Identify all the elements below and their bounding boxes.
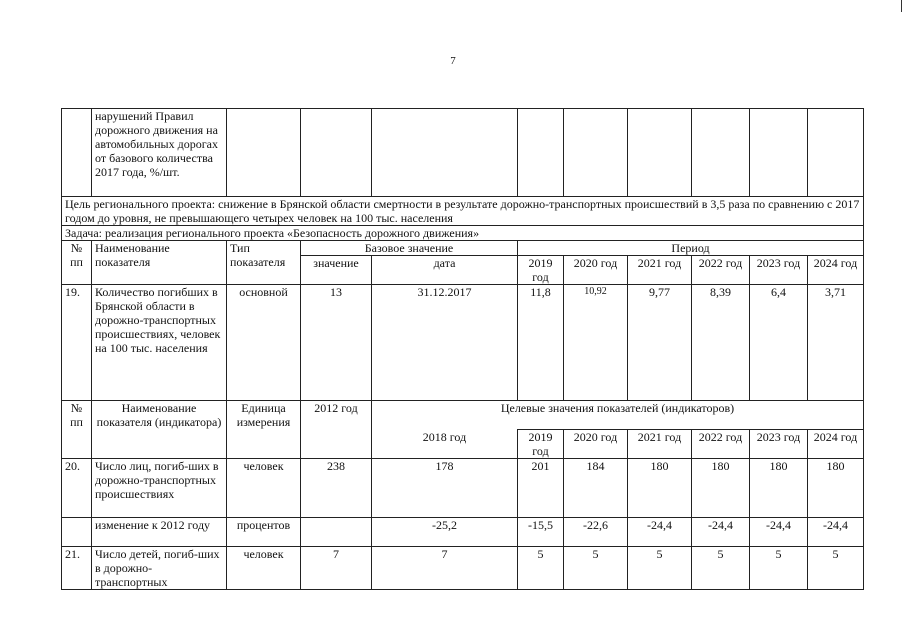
cell-2020: 10,92 [564, 285, 628, 401]
cell-2023: 180 [750, 459, 808, 518]
header-value: значение [301, 256, 372, 285]
table-row-19 [62, 285, 864, 401]
cell-2024: -24,4 [808, 518, 864, 547]
cell-unit: процентов [227, 518, 301, 547]
cell-2021: 9,77 [628, 285, 692, 401]
cell-2022: 5 [692, 547, 750, 590]
cell-2022: 8,39 [692, 285, 750, 401]
table-header-1a [62, 241, 864, 256]
cell-2020: 184 [564, 459, 628, 518]
header-num: № пп [62, 241, 92, 285]
cell-2019: -15,5 [518, 518, 564, 547]
header-year: 2022 год [692, 430, 750, 459]
cell-2019: 5 [518, 547, 564, 590]
cell-2022: 180 [692, 459, 750, 518]
cell-2023: 6,4 [750, 285, 808, 401]
cell-2018: 178 [372, 459, 518, 518]
cell-2024 [808, 109, 864, 197]
cell-type [227, 109, 301, 197]
header-date: дата [372, 256, 518, 285]
cell-2020: 5 [564, 547, 628, 590]
cell-2018: 7 [372, 547, 518, 590]
cell-date [372, 109, 518, 197]
cell-name: Количество погибших в Брянской области в дорожно-транспортных происшествиях, человек на 100 тыс. населения [92, 285, 227, 401]
header-period: Период [518, 241, 864, 256]
header-type: Тип показателя [227, 241, 301, 285]
cell-2022: -24,4 [692, 518, 750, 547]
header-year: 2020 год [564, 430, 628, 459]
cell-2021: -24,4 [628, 518, 692, 547]
cell-2022 [692, 109, 750, 197]
cell-2019 [518, 109, 564, 197]
cell-num: 21. [62, 547, 92, 590]
header-unit: Единица измерения [227, 401, 301, 459]
header-year: 2019 год [518, 256, 564, 285]
header-target: Целевые значения показателей (индикаторов) [372, 401, 864, 430]
page-number: 7 [450, 55, 456, 67]
cell-unit: человек [227, 459, 301, 518]
cell-name: Число детей, погиб-ших в дорожно-транспортных [92, 547, 227, 590]
cell-2024: 3,71 [808, 285, 864, 401]
scan-edge-mark [901, 0, 902, 12]
header-year: 2023 год [750, 430, 808, 459]
header-base: Базовое значение [301, 241, 518, 256]
cell-2020: -22,6 [564, 518, 628, 547]
cell-2018: -25,2 [372, 518, 518, 547]
header-base-year: 2012 год [301, 401, 372, 459]
cell-name: изменение к 2012 году [92, 518, 227, 547]
cell-2021: 5 [628, 547, 692, 590]
header-year: 2023 год [750, 256, 808, 285]
cell-value: 13 [301, 285, 372, 401]
header-name: Наименование показателя [92, 241, 227, 285]
cell-2021 [628, 109, 692, 197]
cell-2019: 11,8 [518, 285, 564, 401]
cell-2023: -24,4 [750, 518, 808, 547]
cell-name: Число лиц, погиб-ших в дорожно-транспортных происшествиях [92, 459, 227, 518]
header-num: № пп [62, 401, 92, 459]
table-row-20-change [62, 518, 864, 547]
cell-2023: 5 [750, 547, 808, 590]
table-row-21 [62, 547, 864, 590]
table-row-20 [62, 459, 864, 518]
cell-num: 20. [62, 459, 92, 518]
cell-2019: 201 [518, 459, 564, 518]
table-row-continuation [62, 109, 864, 197]
header-name: Наименование показателя (индикатора) [92, 401, 227, 459]
cell-2021: 180 [628, 459, 692, 518]
indicators-table [61, 108, 864, 590]
cell-date: 31.12.2017 [372, 285, 518, 401]
goal-text: Цель регионального проекта: снижение в Брянской области смертности в результате дорожно-транспортных происшествий в 3,5 раза по сравнению с 2017 годом до уровня, не превышающего четырех человек на 100 тыс. населения [62, 197, 864, 226]
header-year: 2021 год [628, 430, 692, 459]
cell-2024: 180 [808, 459, 864, 518]
header-year: 2020 год [564, 256, 628, 285]
task-text: Задача: реализация регионального проекта «Безопасность дорожного движения» [62, 226, 864, 241]
cell-2020 [564, 109, 628, 197]
cell-base: 238 [301, 459, 372, 518]
cell-name: нарушений Правил дорожного движения на автомобильных дорогах от базового количества 2017 года, %/шт. [92, 109, 227, 197]
cell-base: 7 [301, 547, 372, 590]
table-row-goal [62, 197, 864, 226]
header-year: 2024 год [808, 430, 864, 459]
cell-base [301, 518, 372, 547]
header-year: 2018 год [372, 430, 518, 459]
cell-2024: 5 [808, 547, 864, 590]
cell-num [62, 109, 92, 197]
header-year: 2022 год [692, 256, 750, 285]
cell-num [62, 518, 92, 547]
cell-type: основной [227, 285, 301, 401]
cell-num: 19. [62, 285, 92, 401]
header-year: 2019 год [518, 430, 564, 459]
table-header-2a [62, 401, 864, 430]
cell-unit: человек [227, 547, 301, 590]
table-row-task [62, 226, 864, 241]
cell-value [301, 109, 372, 197]
cell-2023 [750, 109, 808, 197]
header-year: 2024 год [808, 256, 864, 285]
header-year: 2021 год [628, 256, 692, 285]
